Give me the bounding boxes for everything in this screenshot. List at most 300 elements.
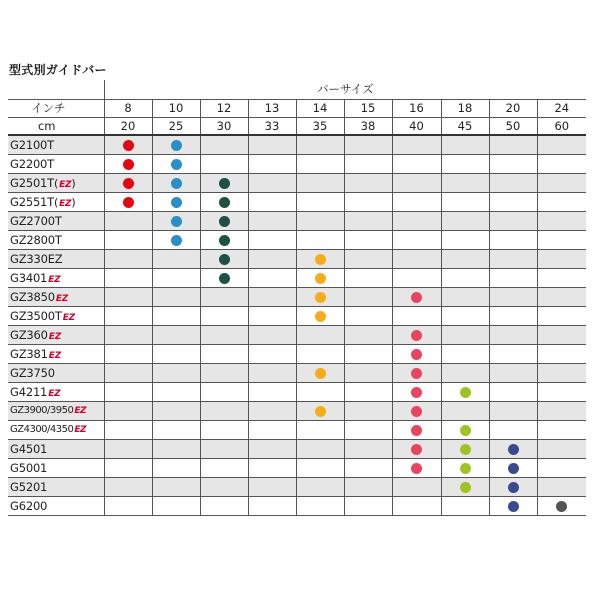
size-cell-15 — [344, 477, 392, 496]
ez-badge: EZ — [55, 293, 69, 304]
size-cell-13 — [248, 401, 296, 420]
model-name-cell — [8, 249, 104, 268]
size-cell-8 — [104, 230, 152, 249]
size-cell-12 — [200, 420, 248, 439]
ez-paren-close: ) — [71, 176, 76, 190]
size-cell-18 — [441, 325, 489, 344]
model-name-cell — [8, 306, 104, 325]
size-cell-14 — [296, 173, 344, 192]
compat-dot — [411, 330, 422, 341]
inch-header-row — [8, 99, 586, 117]
size-cell-12 — [200, 173, 248, 192]
size-cell-20 — [489, 268, 537, 287]
size-cell-12 — [200, 268, 248, 287]
size-cell-8 — [104, 173, 152, 192]
model-name-cell — [8, 268, 104, 287]
cm-value: 38 — [344, 117, 392, 135]
size-cell-16 — [392, 192, 441, 211]
table-row — [8, 154, 586, 173]
size-cell-18 — [441, 458, 489, 477]
size-cell-13 — [248, 439, 296, 458]
size-cell-8 — [104, 192, 152, 211]
compat-dot — [411, 406, 422, 417]
size-cell-13 — [248, 496, 296, 515]
size-cell-13 — [248, 154, 296, 173]
size-cell-18 — [441, 154, 489, 173]
compat-dot — [123, 159, 134, 170]
model-name-cell — [8, 154, 104, 173]
inch-value: 14 — [296, 99, 344, 117]
size-cell-24 — [537, 401, 586, 420]
model-name-cell — [8, 458, 104, 477]
size-cell-15 — [344, 382, 392, 401]
compat-dot — [123, 178, 134, 189]
size-cell-15 — [344, 268, 392, 287]
size-cell-20 — [489, 363, 537, 382]
compat-dot — [171, 159, 182, 170]
size-cell-15 — [344, 230, 392, 249]
table-row — [8, 325, 586, 344]
size-cell-10 — [152, 135, 200, 154]
model-name-cell — [8, 420, 104, 439]
size-cell-8 — [104, 477, 152, 496]
model-name-cell — [8, 230, 104, 249]
size-cell-8 — [104, 458, 152, 477]
size-cell-10 — [152, 439, 200, 458]
size-cell-12 — [200, 211, 248, 230]
size-cell-18 — [441, 230, 489, 249]
size-cell-10 — [152, 154, 200, 173]
size-cell-15 — [344, 325, 392, 344]
model-name: GZ381 — [10, 346, 48, 361]
guide-bar-table — [8, 80, 586, 516]
model-name: G6200 — [10, 498, 48, 513]
size-cell-14 — [296, 249, 344, 268]
compat-dot — [508, 444, 519, 455]
compat-dot — [508, 501, 519, 512]
table-row — [8, 287, 586, 306]
model-name-cell — [8, 173, 104, 192]
table-row — [8, 211, 586, 230]
size-cell-16 — [392, 249, 441, 268]
size-cell-18 — [441, 344, 489, 363]
size-cell-8 — [104, 382, 152, 401]
size-cell-18 — [441, 496, 489, 515]
size-cell-12 — [200, 496, 248, 515]
compat-dot — [171, 235, 182, 246]
size-cell-18 — [441, 439, 489, 458]
size-cell-15 — [344, 401, 392, 420]
model-name-cell — [8, 496, 104, 515]
size-cell-12 — [200, 249, 248, 268]
size-cell-16 — [392, 211, 441, 230]
compat-dot — [411, 368, 422, 379]
size-cell-20 — [489, 439, 537, 458]
size-cell-24 — [537, 135, 586, 154]
compat-dot — [460, 387, 471, 398]
size-cell-16 — [392, 363, 441, 382]
size-cell-16 — [392, 173, 441, 192]
size-cell-8 — [104, 325, 152, 344]
size-cell-24 — [537, 363, 586, 382]
size-cell-18 — [441, 211, 489, 230]
inch-value: 16 — [392, 99, 441, 117]
cm-value: 25 — [152, 117, 200, 135]
size-cell-18 — [441, 306, 489, 325]
model-name: G2501T — [10, 175, 55, 190]
model-name-cell — [8, 287, 104, 306]
inch-value: 18 — [441, 99, 489, 117]
size-cell-10 — [152, 363, 200, 382]
inch-value: 24 — [537, 99, 586, 117]
size-cell-15 — [344, 420, 392, 439]
size-cell-8 — [104, 306, 152, 325]
compat-dot — [123, 140, 134, 151]
size-cell-24 — [537, 154, 586, 173]
table-row — [8, 401, 586, 420]
size-cell-14 — [296, 439, 344, 458]
size-cell-24 — [537, 458, 586, 477]
size-cell-14 — [296, 306, 344, 325]
size-cell-16 — [392, 496, 441, 515]
compat-dot — [219, 216, 230, 227]
size-cell-12 — [200, 192, 248, 211]
size-cell-12 — [200, 325, 248, 344]
ez-badge: EZ — [48, 350, 62, 361]
size-cell-18 — [441, 268, 489, 287]
size-cell-8 — [104, 135, 152, 154]
compat-dot — [315, 311, 326, 322]
inch-value: 13 — [248, 99, 296, 117]
cm-value: 20 — [104, 117, 152, 135]
cm-value: 45 — [441, 117, 489, 135]
size-cell-13 — [248, 420, 296, 439]
size-cell-20 — [489, 382, 537, 401]
size-cell-12 — [200, 344, 248, 363]
table-row — [8, 306, 586, 325]
size-cell-20 — [489, 420, 537, 439]
size-cell-13 — [248, 325, 296, 344]
size-cell-13 — [248, 230, 296, 249]
inch-value: 10 — [152, 99, 200, 117]
table-row — [8, 230, 586, 249]
size-cell-14 — [296, 496, 344, 515]
table-row — [8, 344, 586, 363]
size-cell-14 — [296, 420, 344, 439]
size-cell-20 — [489, 306, 537, 325]
compat-dot — [508, 463, 519, 474]
table-row — [8, 249, 586, 268]
size-cell-10 — [152, 401, 200, 420]
size-cell-15 — [344, 287, 392, 306]
size-cell-15 — [344, 135, 392, 154]
size-cell-16 — [392, 306, 441, 325]
size-cell-15 — [344, 192, 392, 211]
table-row — [8, 420, 586, 439]
size-cell-24 — [537, 173, 586, 192]
cm-value: 60 — [537, 117, 586, 135]
table-row — [8, 439, 586, 458]
size-cell-13 — [248, 344, 296, 363]
size-cell-20 — [489, 173, 537, 192]
size-cell-24 — [537, 249, 586, 268]
table-row — [8, 382, 586, 401]
ez-badge: EZ — [48, 274, 61, 285]
model-name: G5201 — [10, 479, 48, 494]
compat-dot — [315, 254, 326, 265]
size-cell-15 — [344, 306, 392, 325]
size-cell-13 — [248, 477, 296, 496]
model-name: GZ360 — [10, 327, 48, 342]
table-row — [8, 192, 586, 211]
size-cell-13 — [248, 287, 296, 306]
size-cell-18 — [441, 287, 489, 306]
inch-value: 8 — [104, 99, 152, 117]
compat-dot — [460, 444, 471, 455]
size-cell-10 — [152, 420, 200, 439]
size-cell-20 — [489, 192, 537, 211]
model-name-cell — [8, 192, 104, 211]
size-cell-10 — [152, 173, 200, 192]
size-cell-24 — [537, 230, 586, 249]
size-cell-15 — [344, 249, 392, 268]
size-cell-24 — [537, 496, 586, 515]
size-cell-14 — [296, 287, 344, 306]
model-name: G4501 — [10, 441, 48, 456]
compat-dot — [219, 273, 230, 284]
size-cell-15 — [344, 154, 392, 173]
ez-badge: EZ — [48, 331, 62, 342]
compat-dot — [508, 482, 519, 493]
table-row — [8, 363, 586, 382]
size-cell-14 — [296, 363, 344, 382]
compat-dot — [411, 463, 422, 474]
ez-badge: EZ — [74, 425, 87, 435]
size-cell-10 — [152, 211, 200, 230]
size-cell-24 — [537, 382, 586, 401]
compat-dot — [219, 197, 230, 208]
size-cell-12 — [200, 363, 248, 382]
size-cell-16 — [392, 458, 441, 477]
size-cell-24 — [537, 439, 586, 458]
size-cell-8 — [104, 154, 152, 173]
model-name: G3401 — [10, 270, 48, 285]
size-cell-20 — [489, 344, 537, 363]
model-name-cell — [8, 363, 104, 382]
size-cell-15 — [344, 173, 392, 192]
size-cell-12 — [200, 306, 248, 325]
size-cell-8 — [104, 344, 152, 363]
size-cell-15 — [344, 458, 392, 477]
cm-value: 33 — [248, 117, 296, 135]
size-cell-16 — [392, 268, 441, 287]
size-cell-14 — [296, 458, 344, 477]
size-cell-16 — [392, 401, 441, 420]
size-cell-24 — [537, 268, 586, 287]
size-cell-15 — [344, 344, 392, 363]
size-cell-24 — [537, 344, 586, 363]
size-cell-16 — [392, 382, 441, 401]
compat-dot — [460, 482, 471, 493]
model-name: GZ330EZ — [10, 251, 63, 266]
size-cell-10 — [152, 477, 200, 496]
compat-dot — [411, 292, 422, 303]
size-cell-18 — [441, 477, 489, 496]
cm-value: 35 — [296, 117, 344, 135]
compat-dot — [411, 349, 422, 360]
size-cell-14 — [296, 230, 344, 249]
size-cell-16 — [392, 135, 441, 154]
model-name: G2100T — [10, 137, 55, 152]
model-name: GZ4300/4350 — [10, 424, 74, 435]
size-cell-10 — [152, 382, 200, 401]
compat-dot — [315, 368, 326, 379]
compat-dot — [123, 197, 134, 208]
size-cell-16 — [392, 287, 441, 306]
size-cell-14 — [296, 344, 344, 363]
size-cell-16 — [392, 344, 441, 363]
header-corner — [8, 80, 104, 99]
size-cell-13 — [248, 458, 296, 477]
size-cell-10 — [152, 268, 200, 287]
size-cell-15 — [344, 211, 392, 230]
model-name: G5001 — [10, 460, 48, 475]
size-cell-13 — [248, 192, 296, 211]
bar-size-header-row — [8, 80, 586, 99]
model-name-cell — [8, 439, 104, 458]
compat-dot — [411, 387, 422, 398]
size-cell-14 — [296, 325, 344, 344]
size-cell-13 — [248, 268, 296, 287]
cm-value: 30 — [200, 117, 248, 135]
size-cell-16 — [392, 420, 441, 439]
size-cell-16 — [392, 154, 441, 173]
model-name: GZ3500T — [10, 308, 62, 323]
size-cell-15 — [344, 363, 392, 382]
page-title: 型式別ガイドバー — [9, 63, 107, 77]
size-cell-10 — [152, 249, 200, 268]
compat-dot — [315, 406, 326, 417]
cm-header-row — [8, 117, 586, 135]
size-cell-14 — [296, 268, 344, 287]
table-row — [8, 173, 586, 192]
size-cell-14 — [296, 211, 344, 230]
model-name: G4211 — [10, 384, 48, 399]
size-cell-13 — [248, 135, 296, 154]
size-cell-8 — [104, 401, 152, 420]
size-cell-12 — [200, 401, 248, 420]
ez-paren-open: ( — [54, 195, 59, 209]
size-cell-18 — [441, 192, 489, 211]
compat-dot — [460, 463, 471, 474]
size-cell-20 — [489, 230, 537, 249]
size-cell-12 — [200, 135, 248, 154]
ez-paren-open: ( — [54, 176, 59, 190]
compat-dot — [460, 425, 471, 436]
size-cell-14 — [296, 192, 344, 211]
size-cell-10 — [152, 230, 200, 249]
cm-label: cm — [8, 117, 104, 135]
size-cell-18 — [441, 420, 489, 439]
size-cell-20 — [489, 401, 537, 420]
size-cell-13 — [248, 173, 296, 192]
size-cell-18 — [441, 382, 489, 401]
size-cell-13 — [248, 363, 296, 382]
model-name-cell — [8, 211, 104, 230]
size-cell-18 — [441, 173, 489, 192]
model-name: G2551T — [10, 194, 55, 209]
size-cell-8 — [104, 268, 152, 287]
table-row — [8, 268, 586, 287]
size-cell-10 — [152, 458, 200, 477]
model-name-cell — [8, 477, 104, 496]
size-cell-10 — [152, 325, 200, 344]
size-cell-12 — [200, 382, 248, 401]
size-cell-15 — [344, 496, 392, 515]
size-cell-18 — [441, 135, 489, 154]
size-cell-12 — [200, 230, 248, 249]
model-name: GZ3900/3950 — [10, 405, 74, 416]
size-cell-10 — [152, 306, 200, 325]
size-cell-16 — [392, 325, 441, 344]
size-cell-10 — [152, 192, 200, 211]
ez-badge: EZ — [48, 388, 61, 399]
model-name: GZ2700T — [10, 213, 62, 228]
size-cell-8 — [104, 211, 152, 230]
model-name: G2200T — [10, 156, 55, 171]
table-row — [8, 477, 586, 496]
size-cell-10 — [152, 496, 200, 515]
size-cell-20 — [489, 287, 537, 306]
compat-dot — [219, 235, 230, 246]
size-cell-15 — [344, 439, 392, 458]
size-cell-10 — [152, 287, 200, 306]
size-cell-18 — [441, 401, 489, 420]
size-cell-14 — [296, 154, 344, 173]
size-cell-10 — [152, 344, 200, 363]
size-cell-14 — [296, 401, 344, 420]
size-cell-24 — [537, 192, 586, 211]
size-cell-8 — [104, 420, 152, 439]
compat-dot — [171, 178, 182, 189]
size-cell-20 — [489, 496, 537, 515]
model-rows — [8, 135, 586, 515]
compat-dot — [171, 140, 182, 151]
compat-dot — [219, 254, 230, 265]
ez-badge: EZ — [59, 179, 72, 190]
model-name: GZ3750 — [10, 365, 55, 380]
model-name-cell — [8, 401, 104, 420]
size-cell-24 — [537, 325, 586, 344]
size-cell-12 — [200, 287, 248, 306]
size-cell-12 — [200, 439, 248, 458]
model-name-cell — [8, 344, 104, 363]
inch-value: 20 — [489, 99, 537, 117]
inch-value: 12 — [200, 99, 248, 117]
size-cell-16 — [392, 230, 441, 249]
size-cell-16 — [392, 439, 441, 458]
compat-dot — [411, 425, 422, 436]
size-cell-18 — [441, 363, 489, 382]
size-cell-24 — [537, 306, 586, 325]
compat-dot — [315, 273, 326, 284]
size-cell-8 — [104, 249, 152, 268]
size-cell-13 — [248, 249, 296, 268]
size-cell-20 — [489, 458, 537, 477]
size-cell-13 — [248, 382, 296, 401]
size-cell-8 — [104, 439, 152, 458]
table-row — [8, 135, 586, 154]
